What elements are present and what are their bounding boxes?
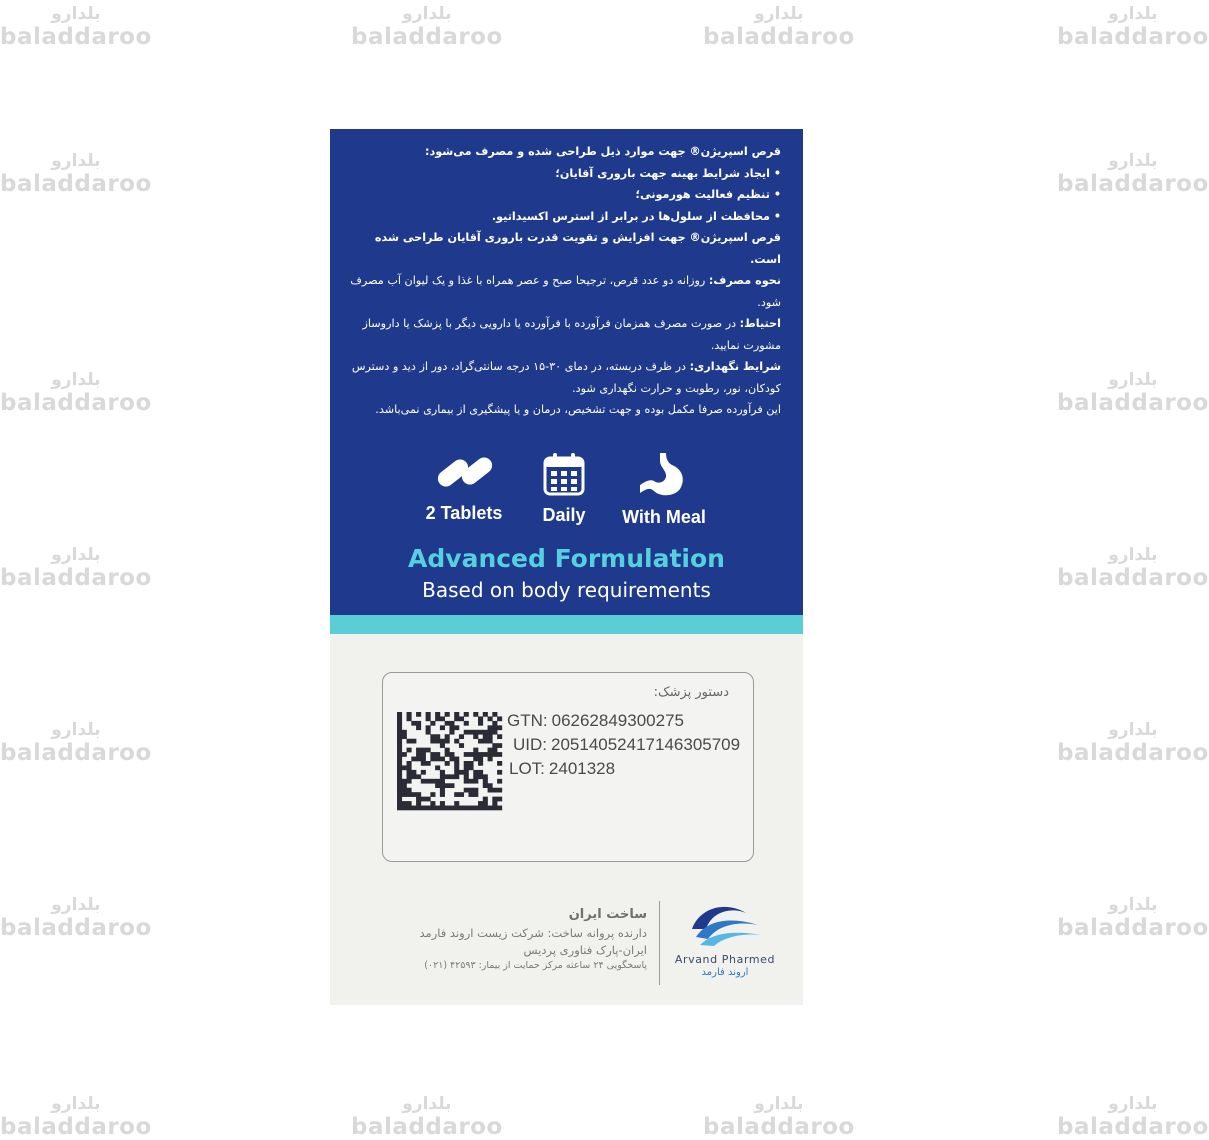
- watermark-en: baladdaroo: [1057, 24, 1209, 50]
- watermark: [0, 6, 152, 49]
- watermark-fa: بلدارو: [1108, 370, 1158, 390]
- watermark-fa: بلدارو: [754, 4, 804, 24]
- watermark-en: baladdaroo: [1057, 171, 1209, 197]
- uid-value: 20514052417146305709: [551, 735, 741, 754]
- dosage-tablets: [409, 451, 519, 524]
- watermark: [703, 6, 855, 49]
- bullet-item: • تنظیم فعالیت هورمونی؛: [635, 188, 781, 201]
- watermark: [1057, 6, 1209, 49]
- watermark-fa: بلدارو: [1108, 151, 1158, 171]
- gtn-key: GTN:: [507, 711, 548, 730]
- storage-label: شرایط نگهداری:: [689, 360, 781, 373]
- watermark-en: baladdaroo: [0, 565, 152, 591]
- caution-label: احتیاط:: [739, 317, 781, 330]
- made-in: ساخت ایران: [568, 907, 647, 922]
- bullet-text: محافظت از سلول‌ها در برابر از استرس اکسیداتیو.: [491, 209, 770, 223]
- watermark-fa: بلدارو: [51, 151, 101, 171]
- watermark: [1057, 372, 1209, 415]
- watermark-fa: بلدارو: [51, 720, 101, 740]
- blue-panel: [330, 129, 803, 615]
- watermark-fa: بلدارو: [51, 1094, 101, 1114]
- support-line: پاسخگویی ۲۴ ساعته مرکز حمایت از بیمار: ۴۲۵۹۳ (۰۲۱): [424, 960, 647, 971]
- bullet-item: • محافظت از سلول‌ها در برابر از استرس اکسیداتیو.: [491, 209, 781, 223]
- usage-paragraph: [341, 270, 781, 313]
- brand-name-en: Arvand Pharmed: [674, 953, 776, 966]
- watermark-fa: بلدارو: [1108, 895, 1158, 915]
- watermark: [0, 722, 152, 765]
- tablets-label: 2 Tablets: [425, 503, 503, 523]
- stomach-icon: [636, 451, 692, 499]
- watermark-en: baladdaroo: [0, 171, 152, 197]
- watermark-en: baladdaroo: [0, 390, 152, 416]
- persian-description: [341, 141, 781, 421]
- teal-stripe: [330, 615, 803, 634]
- watermark: [0, 372, 152, 415]
- prescription-label: دستور پزشک:: [653, 685, 729, 700]
- watermark-fa: بلدارو: [51, 545, 101, 565]
- watermark: [0, 547, 152, 590]
- brand-logo: [670, 899, 780, 978]
- watermark: [0, 897, 152, 940]
- watermark-en: baladdaroo: [1057, 390, 1209, 416]
- watermark-en: baladdaroo: [351, 24, 503, 50]
- license-holder: دارنده پروانه ساخت: شرکت زیست اروند فارمد: [419, 926, 647, 940]
- watermark-fa: بلدارو: [51, 370, 101, 390]
- uid-key: UID:: [513, 735, 547, 754]
- dosage-icons: [330, 451, 803, 533]
- footer-divider: [659, 901, 660, 985]
- watermark-fa: بلدارو: [51, 895, 101, 915]
- brand-name-fa: اروند فارمد: [701, 967, 749, 978]
- datamatrix-barcode: [397, 712, 502, 814]
- address: ایران-پارک فناوری پردیس: [523, 943, 647, 957]
- watermark-en: baladdaroo: [0, 915, 152, 941]
- watermark-fa: بلدارو: [754, 1094, 804, 1114]
- watermark-en: baladdaroo: [1057, 1114, 1209, 1140]
- daily-label: Daily: [542, 505, 586, 525]
- watermark-en: baladdaroo: [703, 24, 855, 50]
- watermark: [1057, 897, 1209, 940]
- watermark-en: baladdaroo: [0, 24, 152, 50]
- watermark-en: baladdaroo: [703, 1114, 855, 1140]
- watermark-fa: بلدارو: [1108, 720, 1158, 740]
- watermark-en: baladdaroo: [0, 740, 152, 766]
- bullet-text: ایجاد شرایط بهینه جهت باروری آقایان؛: [555, 166, 770, 180]
- purpose-text: قرص اسپریژن® جهت افزایش و تقویت قدرت باروری آقایان طراحی شده است.: [374, 231, 781, 266]
- watermark: [1057, 1096, 1209, 1139]
- watermark-en: baladdaroo: [1057, 565, 1209, 591]
- caution-text: در صورت مصرف همزمان فرآورده با فرآورده یا دارویی دیگر با پزشک یا داروساز مشورت نمایید.: [362, 317, 781, 352]
- lot-value: 2401328: [548, 759, 616, 778]
- uid-line: [513, 735, 740, 755]
- tablets-icon: [432, 451, 496, 495]
- watermark-fa: بلدارو: [51, 4, 101, 24]
- batch-label: [382, 672, 754, 862]
- note-text: این فرآورده صرفا مکمل بوده و جهت تشخیص، درمان و یا پیشگیری از بیماری نمی‌باشد.: [375, 403, 781, 416]
- lot-line: [509, 759, 615, 779]
- gtn-value: 06262849300275: [551, 711, 684, 730]
- watermark-en: baladdaroo: [0, 1114, 152, 1140]
- watermark-en: baladdaroo: [1057, 740, 1209, 766]
- watermark: [351, 6, 503, 49]
- caution-paragraph: [341, 313, 781, 356]
- watermark: [1057, 153, 1209, 196]
- watermark-fa: بلدارو: [1108, 545, 1158, 565]
- lot-key: LOT:: [509, 759, 545, 778]
- datamatrix-icon: [397, 712, 502, 810]
- watermark: [1057, 722, 1209, 765]
- watermark-en: baladdaroo: [1057, 915, 1209, 941]
- headline: Advanced Formulation: [408, 544, 725, 573]
- gtn-line: [507, 711, 684, 731]
- watermark: [703, 1096, 855, 1139]
- watermark-en: baladdaroo: [351, 1114, 503, 1140]
- storage-paragraph: [341, 356, 781, 399]
- storage-text: در ظرف دربسته، در دمای ۳۰-۱۵ درجه سانتی‌گراد، دور از دید و دسترس کودکان، نور، رطوبت و حرارت نگهداری شود.: [351, 360, 781, 395]
- manufacturer-info: [347, 907, 647, 971]
- usage-label: نحوه مصرف:: [708, 274, 781, 287]
- watermark-fa: بلدارو: [402, 4, 452, 24]
- intro-text: قرص اسپریژن® جهت موارد ذیل طراحی شده و مصرف می‌شود:: [425, 145, 781, 158]
- watermark: [351, 1096, 503, 1139]
- watermark-fa: بلدارو: [1108, 1094, 1158, 1114]
- dosage-with-meal: [609, 451, 719, 528]
- usage-text: روزانه دو عدد قرص، ترجیحا صبح و عصر همراه با غذا و یک لیوان آب مصرف شود.: [350, 274, 781, 309]
- bullet-text: تنظیم فعالیت هورمونی؛: [635, 188, 770, 201]
- wave-logo-icon: [686, 899, 764, 947]
- with-meal-label: With Meal: [622, 507, 706, 527]
- dosage-daily: [509, 451, 619, 526]
- watermark: [0, 153, 152, 196]
- subheadline: Based on body requirements: [422, 578, 711, 602]
- bullet-item: • ایجاد شرایط بهینه جهت باروری آقایان؛: [555, 166, 781, 180]
- watermark: [1057, 547, 1209, 590]
- watermark: [0, 1096, 152, 1139]
- watermark-fa: بلدارو: [1108, 4, 1158, 24]
- calendar-icon: [541, 451, 587, 497]
- supplement-box-back: [330, 129, 803, 1005]
- watermark-fa: بلدارو: [402, 1094, 452, 1114]
